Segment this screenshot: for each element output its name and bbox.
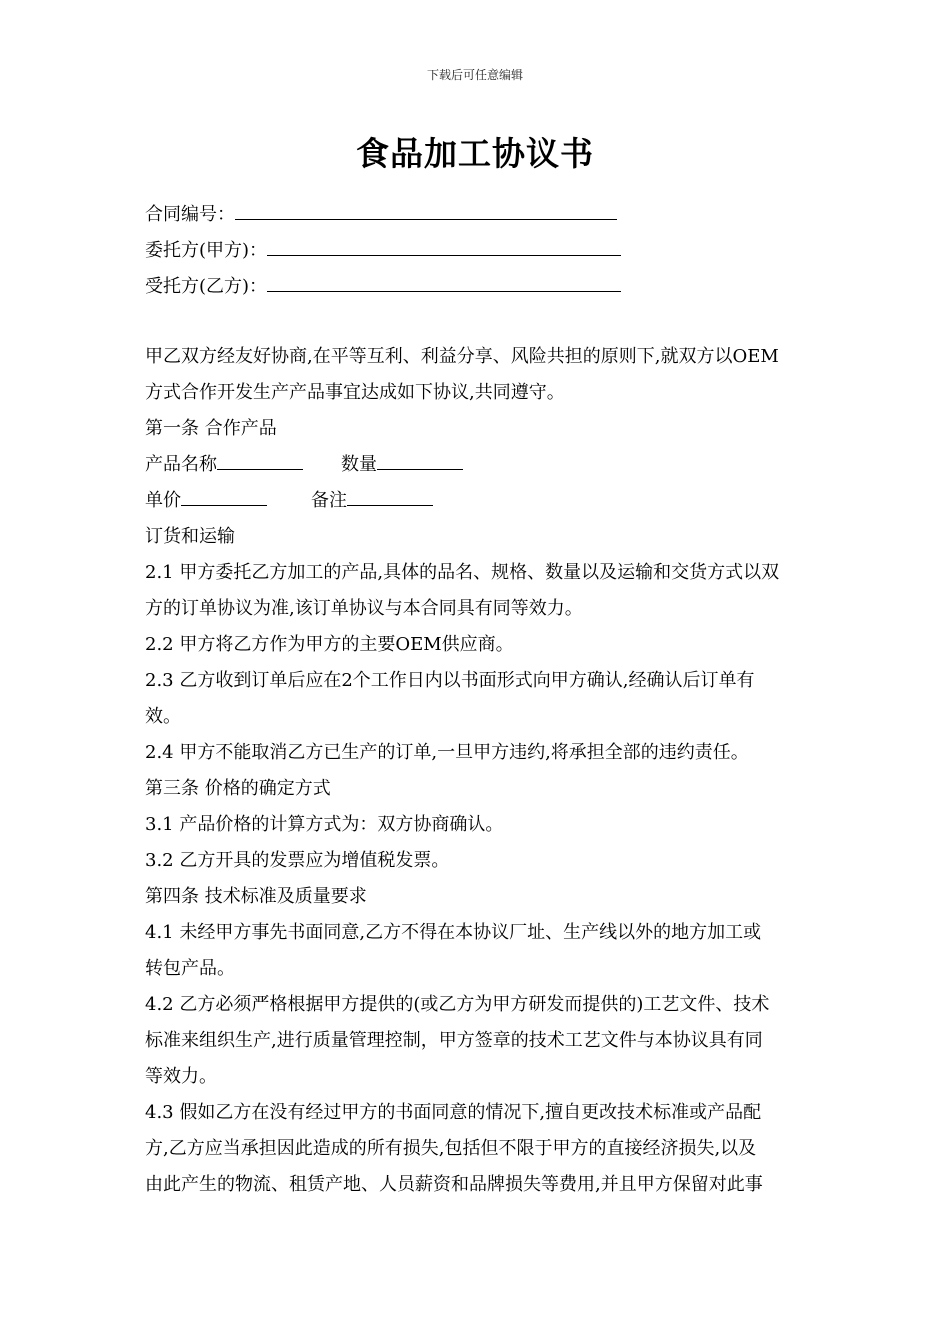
clause-3-2: 3.2 乙方开具的发票应为增值税发票。 [145, 850, 450, 871]
clause-2-3-line-1: 2.3 乙方收到订单后应在2个工作日内以书面形式向甲方确认,经确认后订单有 [145, 670, 755, 691]
document-title: 食品加工协议书 [356, 134, 594, 173]
contract-no-label: 合同编号： [145, 204, 235, 225]
clause-4-3-line-2: 方,乙方应当承担因此造成的所有损失,包括但不限于甲方的直接经济损失,以及 [145, 1138, 757, 1159]
contract-body [145, 339, 809, 1203]
clause-4-3-line-3: 由此产生的物流、租赁产地、人员薪资和品牌损失等费用,并且甲方保留对此事 [145, 1174, 763, 1195]
clause-2-4: 2.4 甲方不能取消乙方已生产的订单,一旦甲方违约,将承担全部的违约责任。 [145, 742, 749, 763]
clause-4-1-line-2: 转包产品。 [145, 958, 235, 979]
clause-2-1-line-1: 2.1 甲方委托乙方加工的产品,具体的品名、规格、数量以及运输和交货方式以双 [145, 562, 780, 583]
clause-4-1-line-1: 4.1 未经甲方事先书面同意,乙方不得在本协议厂址、生产线以外的地方加工或 [145, 922, 762, 943]
intro-line-1: 甲乙双方经友好协商,在平等互利、利益分享、风险共担的原则下,就双方以OEM [145, 346, 779, 367]
unit-price-blank[interactable] [181, 487, 267, 506]
clause-4-2-line-1: 4.2 乙方必须严格根据甲方提供的(或乙方为甲方研发而提供的)工艺文件、技术 [145, 994, 770, 1015]
price-remarks-line [145, 483, 809, 519]
quantity-label: 数量 [341, 454, 377, 475]
clause-4-2-line-2: 标准来组织生产,进行质量管理控制，甲方签章的技术工艺文件与本协议具有同 [145, 1030, 763, 1051]
clause-2-3-line-2: 效。 [145, 706, 181, 727]
party-b-label: 受托方(乙方)： [145, 276, 268, 297]
product-name-blank[interactable] [217, 451, 303, 470]
party-b-blank[interactable] [267, 273, 621, 292]
header-note: 下载后可任意编辑 [426, 68, 523, 82]
party-a-field [145, 237, 621, 263]
article-3-title: 第三条 价格的确定方式 [145, 778, 331, 799]
article-1-title: 第一条 合作产品 [145, 418, 277, 439]
unit-price-label: 单价 [145, 490, 181, 511]
clause-2-1-line-2: 方的订单协议为准,该订单协议与本合同具有同等效力。 [145, 598, 583, 619]
clause-4-2-line-3: 等效力。 [145, 1066, 217, 1087]
party-a-blank[interactable] [267, 237, 621, 256]
remarks-blank[interactable] [347, 487, 433, 506]
party-b-field [145, 273, 621, 299]
clause-4-3-line-1: 4.3 假如乙方在没有经过甲方的书面同意的情况下,擅自更改技术标准或产品配 [145, 1102, 762, 1123]
quantity-blank[interactable] [377, 451, 463, 470]
clause-3-1: 3.1 产品价格的计算方式为：双方协商确认。 [145, 814, 504, 835]
party-a-label: 委托方(甲方)： [145, 240, 268, 261]
contract-no-blank[interactable] [235, 201, 617, 220]
remarks-label: 备注 [311, 490, 347, 511]
section-2-title: 订货和运输 [145, 526, 235, 547]
intro-line-2: 方式合作开发生产产品事宜达成如下协议,共同遵守。 [145, 382, 565, 403]
product-quantity-line [145, 447, 809, 483]
product-name-label: 产品名称 [145, 454, 217, 475]
clause-2-2: 2.2 甲方将乙方作为甲方的主要OEM供应商。 [145, 634, 514, 655]
contract-no-field [145, 201, 617, 227]
article-4-title: 第四条 技术标准及质量要求 [145, 886, 367, 907]
